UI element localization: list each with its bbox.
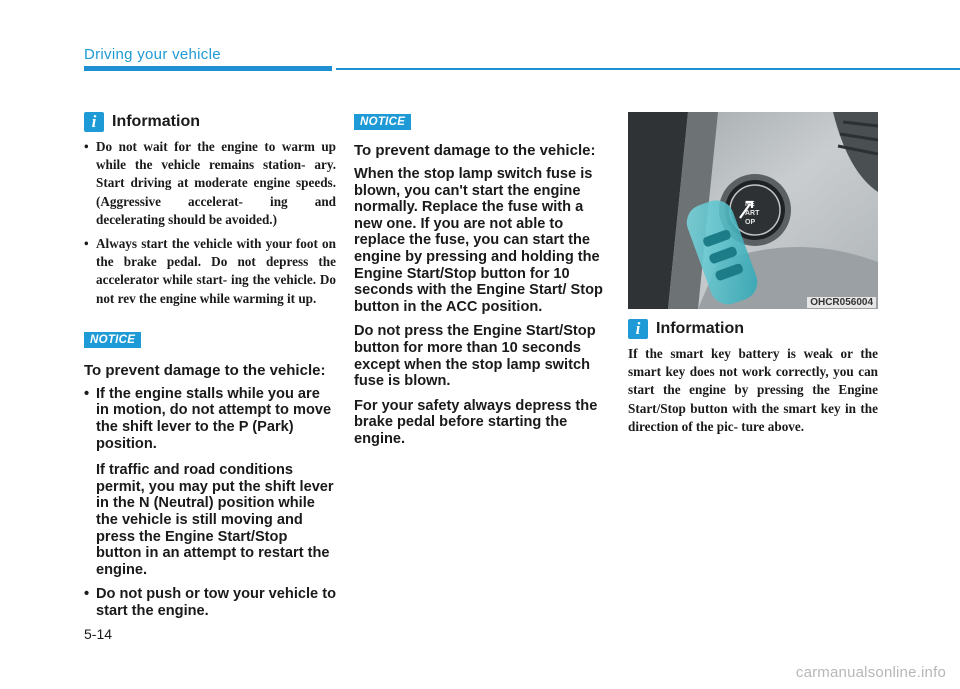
- column-middle: [354, 112, 606, 456]
- svg-text:NE: NE: [745, 201, 755, 208]
- smart-key-figure: [628, 112, 878, 309]
- information-title: Information: [112, 113, 200, 130]
- notice-paragraph: Do not press the Engine Start/Stop button for more than 10 seconds except when the stop lamp switch fuse is blown.: [354, 323, 596, 390]
- notice-badge: NOTICE: [84, 332, 141, 348]
- watermark: carmanualsonline.info: [795, 664, 946, 681]
- header-rule-thin: [336, 68, 960, 70]
- information-list: [84, 138, 336, 308]
- notice-label-wrap: [84, 330, 336, 348]
- svg-text:ART: ART: [745, 210, 760, 217]
- info-icon: i: [628, 319, 648, 339]
- notice-paragraph: When the stop lamp switch fuse is blown, you can't start the engine normally. Replace the fuse with a new one. If you are not able to replace the fuse, you can start the engine by pressing and holding the Engine Start/Stop button for 10 seconds with the Engine Start/ Stop button in the ACC position.: [354, 166, 603, 315]
- column-left: [84, 112, 336, 628]
- figure-code: OHCR056004: [807, 297, 876, 308]
- list-item-continuation: If traffic and road conditions permit, you may put the shift lever in the N (Neutral) position while the vehicle is still moving and press the Engine Start/Stop button in an attempt to restart the engine.: [96, 462, 334, 578]
- notice-label-wrap: [354, 112, 606, 130]
- information-header: [84, 112, 336, 132]
- section-title: Driving your vehicle: [84, 46, 221, 63]
- notice-paragraph: For your safety always depress the brake pedal before starting the engine.: [354, 397, 598, 447]
- information-paragraph: If the smart key battery is weak or the smart key does not work correctly, you can start the engine by pressing the Engine Start/Stop button with the smart key in the direction of the pic- ture above.: [628, 346, 878, 434]
- info-icon: i: [84, 112, 104, 132]
- information-header: [628, 319, 878, 339]
- notice-list: [84, 386, 336, 620]
- header-rule-thick: [84, 66, 332, 71]
- notice-heading: To prevent damage to the vehicle:: [84, 361, 326, 379]
- column-right: [628, 112, 878, 436]
- notice-badge: NOTICE: [354, 114, 411, 130]
- list-item: • If the engine stalls while you are in motion, do not attempt to move the shift lever to the P (Park) position. If traffic and road conditions permit, you may put the shift lever in the N (Neutral) position while the vehicle is still moving and press the Engine Start/Stop button in an attempt to restart the engine.: [84, 386, 336, 579]
- list-item: • Do not push or tow your vehicle to start the engine.: [84, 586, 336, 619]
- notice-heading: To prevent damage to the vehicle:: [354, 142, 596, 159]
- list-item: • Always start the vehicle with your foot on the brake pedal. Do not depress the accelerator while start- ing the vehicle. Do not rev the engine while warming it up.: [84, 236, 336, 306]
- information-title: Information: [656, 320, 744, 337]
- svg-text:OP: OP: [745, 219, 756, 226]
- smart-key-illustration: [628, 112, 878, 309]
- list-item: • Do not wait for the engine to warm up while the vehicle remains station- ary. Start driving at moderate engine speeds. (Aggressive accelerat- ing and decelerating should be avoided.): [84, 139, 336, 227]
- page-number: 5-14: [84, 626, 113, 642]
